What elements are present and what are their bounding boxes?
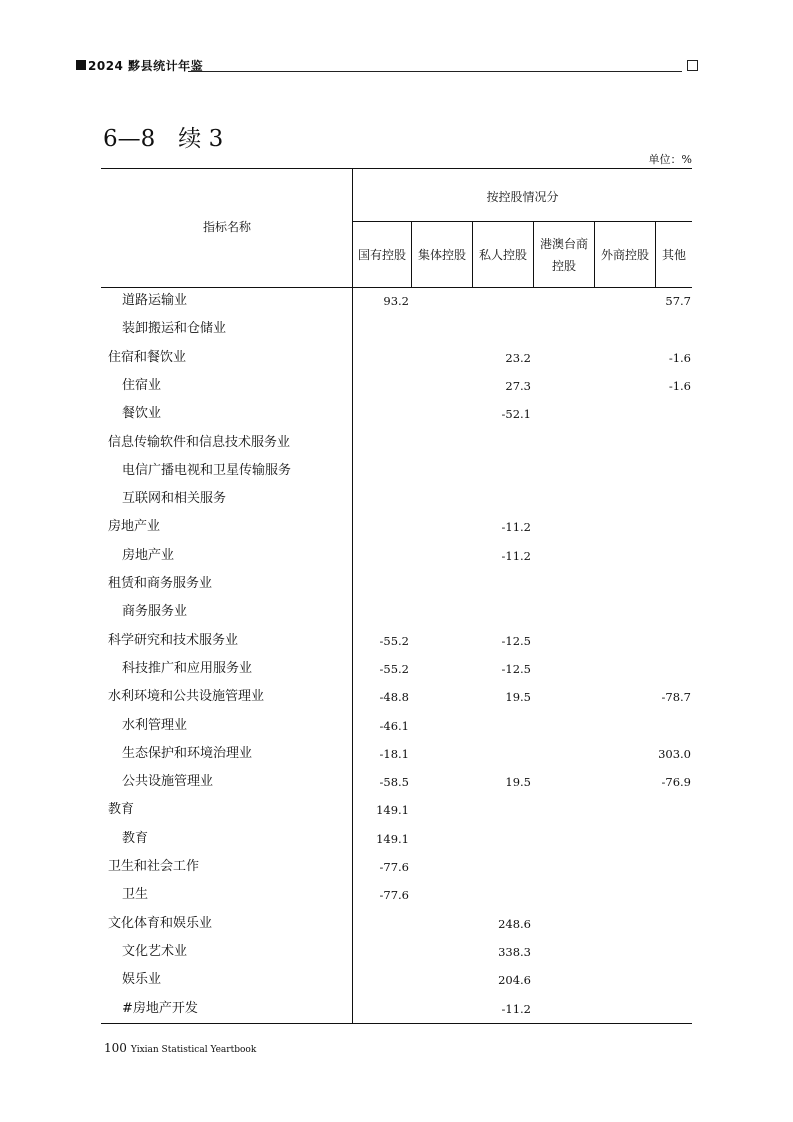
row-label: 公共设施管理业 — [122, 774, 214, 790]
table-cell: -12.5 — [501, 661, 531, 676]
row-label: 科学研究和技术服务业 — [108, 632, 239, 648]
row-label: 住宿和餐饮业 — [108, 349, 187, 365]
header-title: 2024 黟县统计年鉴 — [88, 59, 204, 73]
table-cell: -48.8 — [379, 690, 409, 705]
table-cell: -11.2 — [501, 1001, 531, 1016]
column-divider — [533, 221, 534, 287]
table-top-rule — [101, 168, 692, 169]
header-box-icon — [687, 60, 698, 71]
row-label: 互联网和相关服务 — [122, 491, 227, 507]
table-row — [0, 655, 793, 683]
table-cell: -58.5 — [379, 775, 409, 790]
row-label: #房地产开发 — [122, 1000, 198, 1016]
table-cell: 23.2 — [505, 350, 531, 365]
row-label: 教育 — [108, 802, 135, 818]
table-row — [0, 768, 793, 796]
column-header-other: 其他 — [661, 247, 686, 262]
table-cell: -46.1 — [379, 718, 409, 733]
header-square-icon — [76, 60, 86, 70]
column-header-foreign: 外商控股 — [600, 247, 649, 262]
table-cell: -76.9 — [661, 775, 691, 790]
table-cell: -18.1 — [379, 746, 409, 761]
row-label: 房地产业 — [122, 547, 175, 563]
group-header: 按控股情况分 — [486, 190, 559, 204]
row-label: 餐饮业 — [122, 406, 162, 422]
table-cell: -77.6 — [379, 888, 409, 903]
column-header-collective: 集体控股 — [417, 247, 466, 262]
header-rule — [188, 71, 682, 72]
table-row — [0, 429, 793, 457]
table-cell: 338.3 — [498, 944, 531, 959]
table-row — [0, 287, 793, 315]
table-cell: 149.1 — [376, 831, 409, 846]
table-row — [0, 513, 793, 541]
row-label: 文化艺术业 — [122, 943, 188, 959]
table-cell: 149.1 — [376, 803, 409, 818]
table-row — [0, 542, 793, 570]
table-row — [0, 372, 793, 400]
table-cell: 93.2 — [383, 294, 409, 308]
footer-book-title: Yixian Statistical Yeartbook — [130, 1045, 257, 1055]
row-label: 信息传输软件和信息技术服务业 — [108, 434, 291, 450]
indicator-header: 指标名称 — [202, 220, 251, 234]
table-row — [0, 598, 793, 626]
table-cell: 204.6 — [498, 973, 531, 988]
table-cell: -11.2 — [501, 520, 531, 535]
table-cell: -11.2 — [501, 548, 531, 563]
row-label: 租赁和商务服务业 — [108, 576, 213, 591]
table-cell: -77.6 — [379, 860, 409, 874]
table-row — [0, 344, 793, 372]
table-row — [0, 712, 793, 740]
table-row — [0, 570, 793, 598]
table-row — [0, 740, 793, 768]
table-row — [0, 853, 793, 881]
table-row — [0, 881, 793, 909]
table-cell: 303.0 — [658, 746, 691, 761]
row-label: 科技推广和应用服务业 — [122, 660, 253, 676]
table-cell: -52.1 — [501, 407, 531, 422]
row-label: 住宿业 — [122, 377, 162, 393]
table-cell: -55.2 — [379, 661, 409, 676]
row-label: 卫生 — [122, 887, 149, 903]
table-cell: 19.5 — [505, 690, 531, 705]
table-row — [0, 627, 793, 655]
row-label: 生态保护和环境治理业 — [122, 745, 253, 761]
table-row — [0, 825, 793, 853]
page-number: 100 — [104, 1041, 127, 1055]
table-row — [0, 796, 793, 824]
table-row — [0, 683, 793, 711]
table-cell: -1.6 — [668, 350, 691, 365]
table-cell: -78.7 — [661, 690, 691, 705]
table-title: 6—8 续 3 — [103, 126, 224, 152]
column-header-state: 国有控股 — [357, 247, 406, 262]
unit-label: 单位：% — [648, 153, 692, 166]
table-row — [0, 995, 793, 1023]
table-cell: 19.5 — [505, 775, 531, 790]
row-label: 水利管理业 — [122, 717, 188, 733]
table-row — [0, 400, 793, 428]
table-cell: 57.7 — [665, 294, 691, 308]
table-cell: 27.3 — [505, 378, 531, 393]
table-row — [0, 485, 793, 513]
row-label: 卫生和社会工作 — [108, 859, 200, 874]
table-row — [0, 910, 793, 938]
row-label: 商务服务业 — [122, 604, 188, 620]
table-cell: -12.5 — [501, 633, 531, 648]
row-label: 道路运输业 — [122, 293, 188, 308]
page-footer — [104, 1041, 256, 1055]
row-label: 房地产业 — [108, 519, 161, 535]
table-row — [0, 457, 793, 485]
table-row — [0, 938, 793, 966]
row-label: 文化体育和娱乐业 — [108, 915, 213, 931]
column-header-hk-macao-taiwan: 港澳台商控股 — [539, 236, 588, 273]
table-cell: -1.6 — [668, 378, 691, 393]
table-cell: 248.6 — [498, 916, 531, 931]
row-label: 装卸搬运和仓储业 — [122, 321, 227, 337]
row-label: 教育 — [122, 830, 149, 846]
table-cell: -55.2 — [379, 633, 409, 648]
table-row — [0, 315, 793, 343]
column-header-private: 私人控股 — [478, 247, 527, 262]
table-bottom-rule — [101, 1023, 692, 1024]
row-label: 娱乐业 — [122, 972, 162, 988]
running-header — [76, 58, 698, 74]
row-label: 水利环境和公共设施管理业 — [108, 689, 265, 705]
row-label: 电信广播电视和卫星传输服务 — [122, 462, 292, 478]
table-row — [0, 966, 793, 994]
